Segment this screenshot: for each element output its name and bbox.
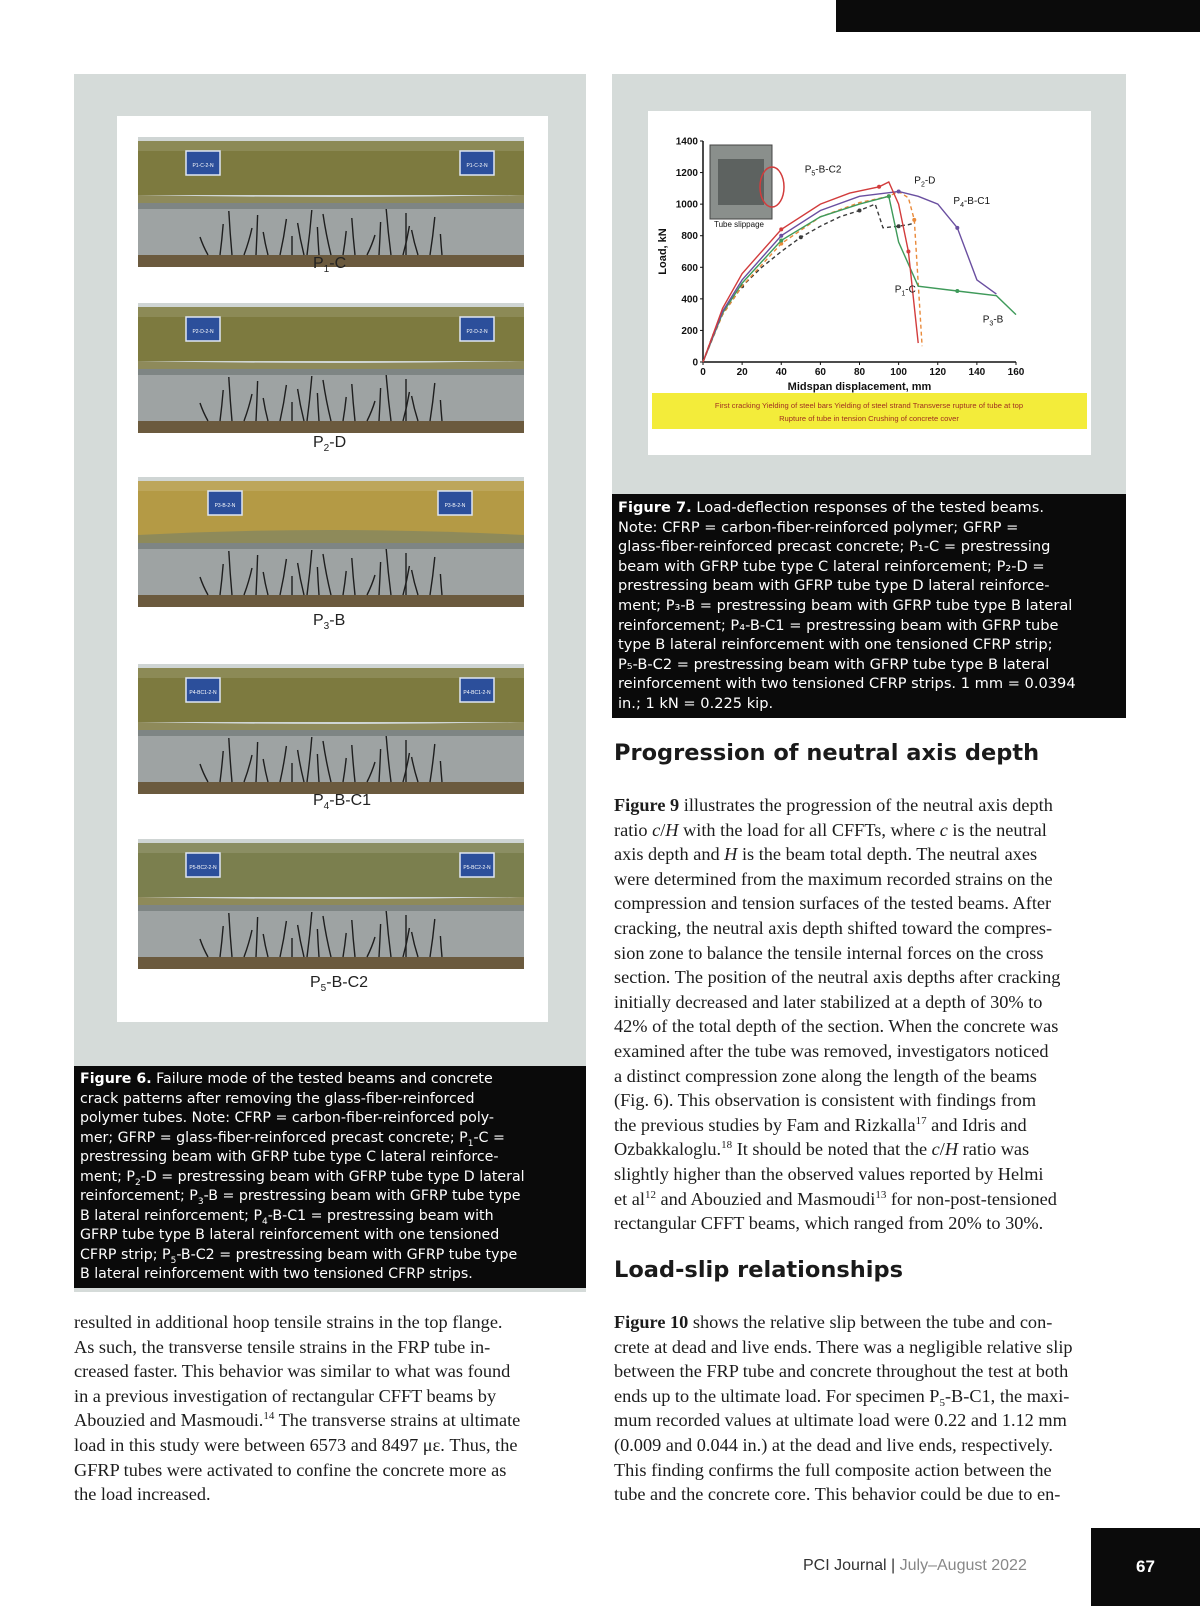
beam-photo-5 — [138, 839, 524, 969]
text-line: ratio c/H with the load for all CFFTs, where c is the neutral — [614, 819, 1047, 840]
text-line: crete at dead and live ends. There was a negligible relative slip — [614, 1336, 1073, 1357]
series-marker — [955, 226, 959, 230]
text-line: slightly higher than the observed values reported by Helmi — [614, 1163, 1044, 1184]
beam-id-plate: P4-BC1-2-N — [189, 690, 217, 696]
text-line: compression and tension surfaces of the tested beams. After — [614, 893, 1052, 914]
beam-id-plate: P2-D-2-N — [192, 329, 214, 335]
beam-photo-image — [138, 477, 524, 607]
series-marker — [779, 234, 783, 238]
series-marker — [897, 190, 901, 194]
text-line: the previous studies by Fam and Rizkalla$^{17}$ and Idris and — [614, 1114, 1027, 1135]
journal-name: PCI Journal — [803, 1557, 887, 1574]
caption-line: prestressing beam with GFRP tube type D lateral reinforce- — [618, 577, 1050, 595]
series-label: $P_4-B-C1$ — [953, 196, 991, 210]
caption-line: polymer tubes. Note: CFRP = carbon-fiber-reinforced poly- — [80, 1110, 495, 1126]
text-line: ends up to the ultimate load. For specimen $P_5-B-C1$, the maxi- — [614, 1385, 1070, 1409]
text-line: between the FRP tube and concrete throughout the test at both — [614, 1361, 1069, 1382]
y-tick-label: 1400 — [675, 136, 698, 148]
beam-label: $P_1-C$ — [313, 255, 347, 275]
beam-photo-1 — [138, 137, 524, 267]
load-deflection-chart — [648, 111, 1091, 455]
text-line: a distinct compression zone along the length of the beams — [614, 1065, 1037, 1086]
series-marker — [912, 218, 916, 222]
text-line: 42% of the total depth of the section. When the concrete was — [614, 1016, 1059, 1037]
beam-photo-image — [138, 664, 524, 794]
x-tick-label: 140 — [968, 367, 986, 378]
figure6-caption-label: Figure 6. — [80, 1071, 152, 1087]
x-tick-label: 80 — [853, 367, 866, 378]
series-marker — [877, 185, 881, 189]
caption-line: CFRP strip; $P_5-B-C2$ = prestressing beam with GFRP tube type — [80, 1246, 518, 1266]
beam-id-plate: P1-C-2-N — [192, 163, 214, 169]
text-line: This finding confirms the full composite action between the — [614, 1459, 1052, 1480]
text-line: Figure 9 illustrates the progression of the neutral axis depth — [614, 795, 1053, 815]
series-label: $P_1-C$ — [894, 284, 916, 298]
figure7-chart-frame — [648, 111, 1091, 455]
beam-photo-4 — [138, 664, 524, 794]
beam-id-plate: P4-BC1-2-N — [463, 690, 491, 696]
caption-line: crack patterns after removing the glass-fiber-reinforced — [80, 1090, 475, 1107]
caption-line: reinforcement; P₄-B-C1 = prestressing beam with GFRP tube — [618, 616, 1059, 634]
caption-line: beam with GFRP tube type C lateral reinforcement; P₂-D = — [618, 557, 1045, 575]
text-line: load in this study were between 6573 and 8497 με. Thus, the — [74, 1434, 518, 1455]
beam-photo-image — [138, 137, 524, 267]
section-load-slip-body — [614, 1310, 1126, 1507]
caption-line: prestressing beam with GFRP tube type C lateral reinforce- — [80, 1149, 499, 1165]
caption-line: type B lateral reinforcement with one tensioned CFRP strip; — [618, 636, 1053, 654]
series-marker — [779, 238, 783, 242]
footer-journal — [803, 1557, 1027, 1575]
text-line: initially decreased and later stabilized at a depth of 30% to — [614, 991, 1043, 1012]
text-line: examined after the tube was removed, investigators noticed — [614, 1040, 1049, 1061]
caption-line: GFRP tube type B lateral reinforcement with one tensioned — [80, 1227, 500, 1243]
x-tick-label: 20 — [736, 367, 748, 378]
series-label: $P_2-D$ — [914, 175, 936, 189]
section-heading-load-slip: Load-slip relationships — [614, 1257, 903, 1283]
beam-id-plate: P1-C-2-N — [466, 163, 488, 169]
caption-line: B lateral reinforcement; $P_4-B-C1$ = prestressing beam with — [80, 1207, 494, 1227]
series-marker — [906, 250, 910, 254]
caption-line: glass-fiber-reinforced precast concrete; P₁-C = prestressing — [618, 538, 1051, 556]
inset-photo-detail — [718, 159, 764, 205]
beam-id-plate: P3-B-2-N — [444, 503, 466, 509]
beam-photo-3 — [138, 477, 524, 607]
caption-line: P₅-B-C2 = prestressing beam with GFRP tube type B lateral — [618, 655, 1050, 673]
caption-line: Load-deflection responses of the tested beams. — [691, 499, 1045, 516]
top-black-bar — [836, 0, 1200, 32]
text-line: tube and the concrete core. This behavior could be due to en- — [614, 1484, 1061, 1505]
beam-photo-2 — [138, 303, 524, 433]
text-line: Figure 10 shows the relative slip between the tube and con- — [614, 1312, 1053, 1332]
x-tick-label: 60 — [814, 367, 826, 378]
y-axis-label: Load, kN — [657, 228, 669, 275]
series-label: $P_3-B$ — [982, 314, 1004, 328]
chart-legend-line: First cracking Yielding of steel bars Yielding of steel strand Transverse rupture of tube at top — [714, 401, 1024, 410]
caption-line: mer; GFRP = glass-fiber-reinforced precast concrete; $P_1-C$ = — [80, 1129, 505, 1149]
series-marker — [887, 194, 891, 198]
x-tick-label: 40 — [775, 367, 787, 378]
inset-label: Tube slippage — [714, 220, 764, 229]
y-tick-label: 0 — [692, 357, 698, 369]
series-marker — [799, 235, 803, 239]
text-line: in a previous investigation of rectangular CFFT beams by — [74, 1385, 497, 1406]
text-line: creased faster. This behavior was similar to what was found — [74, 1361, 511, 1382]
text-line: Ozbakkaloglu.$^{18}$ It should be noted that the c/H ratio was — [614, 1139, 1030, 1160]
series-marker — [858, 208, 862, 212]
caption-line: Failure mode of the tested beams and concrete — [151, 1071, 493, 1087]
y-tick-label: 200 — [681, 325, 698, 337]
text-line: rectangular CFFT beams, which ranged from 20% to 30%. — [614, 1213, 1044, 1234]
series-label: $P_5-B-C2$ — [804, 164, 842, 178]
caption-line: Note: CFRP = carbon-fiber-reinforced polymer; GFRP = — [618, 518, 1019, 536]
issue-date: July–August 2022 — [899, 1557, 1027, 1574]
section-heading-neutral-axis: Progression of neutral axis depth — [614, 740, 1040, 766]
text-line: section. The position of the neutral axis depths after cracking — [614, 967, 1061, 988]
x-tick-label: 160 — [1007, 367, 1025, 378]
figure6-caption — [74, 1066, 586, 1288]
series-marker — [955, 289, 959, 293]
text-line: et $al^{12}$ and Abouzied and Masmoudi$^{13}$ for non-post-tensioned — [614, 1188, 1057, 1209]
series-marker — [779, 227, 783, 231]
chart-legend-line: Rupture of tube in tension Crushing of concrete cover — [779, 414, 959, 423]
text-line: resulted in additional hoop tensile strains in the top flange. — [74, 1312, 503, 1332]
caption-line: B lateral reinforcement with two tensioned CFRP strips. — [80, 1266, 473, 1282]
text-line: cracking, the neutral axis depth shifted toward the compres- — [614, 917, 1053, 938]
beam-id-plate: P5-BC2-2-N — [463, 865, 491, 871]
y-tick-label: 400 — [681, 294, 698, 306]
beam-photo-image — [138, 303, 524, 433]
chart-legend-box — [652, 393, 1087, 429]
text-line: axis depth and H is the beam total depth. The neutral axes — [614, 844, 1038, 865]
figure7-caption-label: Figure 7. — [618, 499, 692, 516]
beam-label: $P_2-D$ — [313, 434, 347, 454]
left-column-body — [74, 1310, 586, 1507]
beam-label: $P_3-B$ — [313, 612, 346, 632]
beam-label: $P_5-B-C2$ — [310, 974, 369, 994]
y-tick-label: 600 — [681, 262, 698, 274]
beam-photo-image — [138, 839, 524, 969]
text-line: sion zone to balance the tensile internal forces on the cross — [614, 942, 1044, 963]
text-line: the load increased. — [74, 1484, 211, 1505]
y-tick-label: 800 — [681, 231, 698, 243]
x-tick-label: 0 — [700, 367, 706, 378]
caption-line: ment; P₃-B = prestressing beam with GFRP tube type B lateral — [618, 596, 1073, 614]
y-tick-label: 1000 — [675, 199, 698, 211]
caption-line: reinforcement; $P_3-B$ = prestressing beam with GFRP tube type — [80, 1188, 521, 1207]
y-tick-label: 1200 — [675, 168, 698, 180]
text-line: (0.009 and 0.044 in.) at the dead and live ends, respectively. — [614, 1434, 1053, 1455]
beam-id-plate: P5-BC2-2-N — [189, 865, 217, 871]
text-line: Abouzied and Masmoudi.$^{14}$ The transverse strains at ultimate — [74, 1410, 521, 1431]
caption-line: reinforcement with two tensioned CFRP strips. 1 mm = 0.0394 — [618, 675, 1076, 693]
x-axis-label: Midspan displacement, mm — [787, 381, 932, 393]
caption-line: in.; 1 kN = 0.225 kip. — [618, 694, 774, 712]
text-line: mum recorded values at ultimate load were 0.22 and 1.12 mm — [614, 1410, 1067, 1431]
beam-id-plate: P2-D-2-N — [466, 329, 488, 335]
section-neutral-axis-body — [614, 793, 1126, 1236]
caption-line: ment; $P_2-D$ = prestressing beam with GFRP tube type D lateral — [80, 1168, 525, 1188]
text-line: were determined from the maximum recorded strains on the — [614, 868, 1053, 889]
beam-id-plate: P3-B-2-N — [214, 503, 236, 509]
text-line: (Fig. 6). This observation is consistent with findings from — [614, 1090, 1037, 1111]
x-tick-label: 120 — [929, 367, 947, 378]
footer-separator: | — [886, 1557, 900, 1574]
beam-label: $P_4-B-C1$ — [313, 792, 372, 812]
series-marker — [897, 224, 901, 228]
figure7-caption — [612, 494, 1126, 718]
text-line: GFRP tubes were activated to confine the concrete more as — [74, 1459, 507, 1480]
text-line: As such, the transverse tensile strains in the FRP tube in- — [74, 1336, 491, 1357]
page-number: 67 — [1091, 1528, 1200, 1606]
x-tick-label: 100 — [890, 367, 907, 378]
